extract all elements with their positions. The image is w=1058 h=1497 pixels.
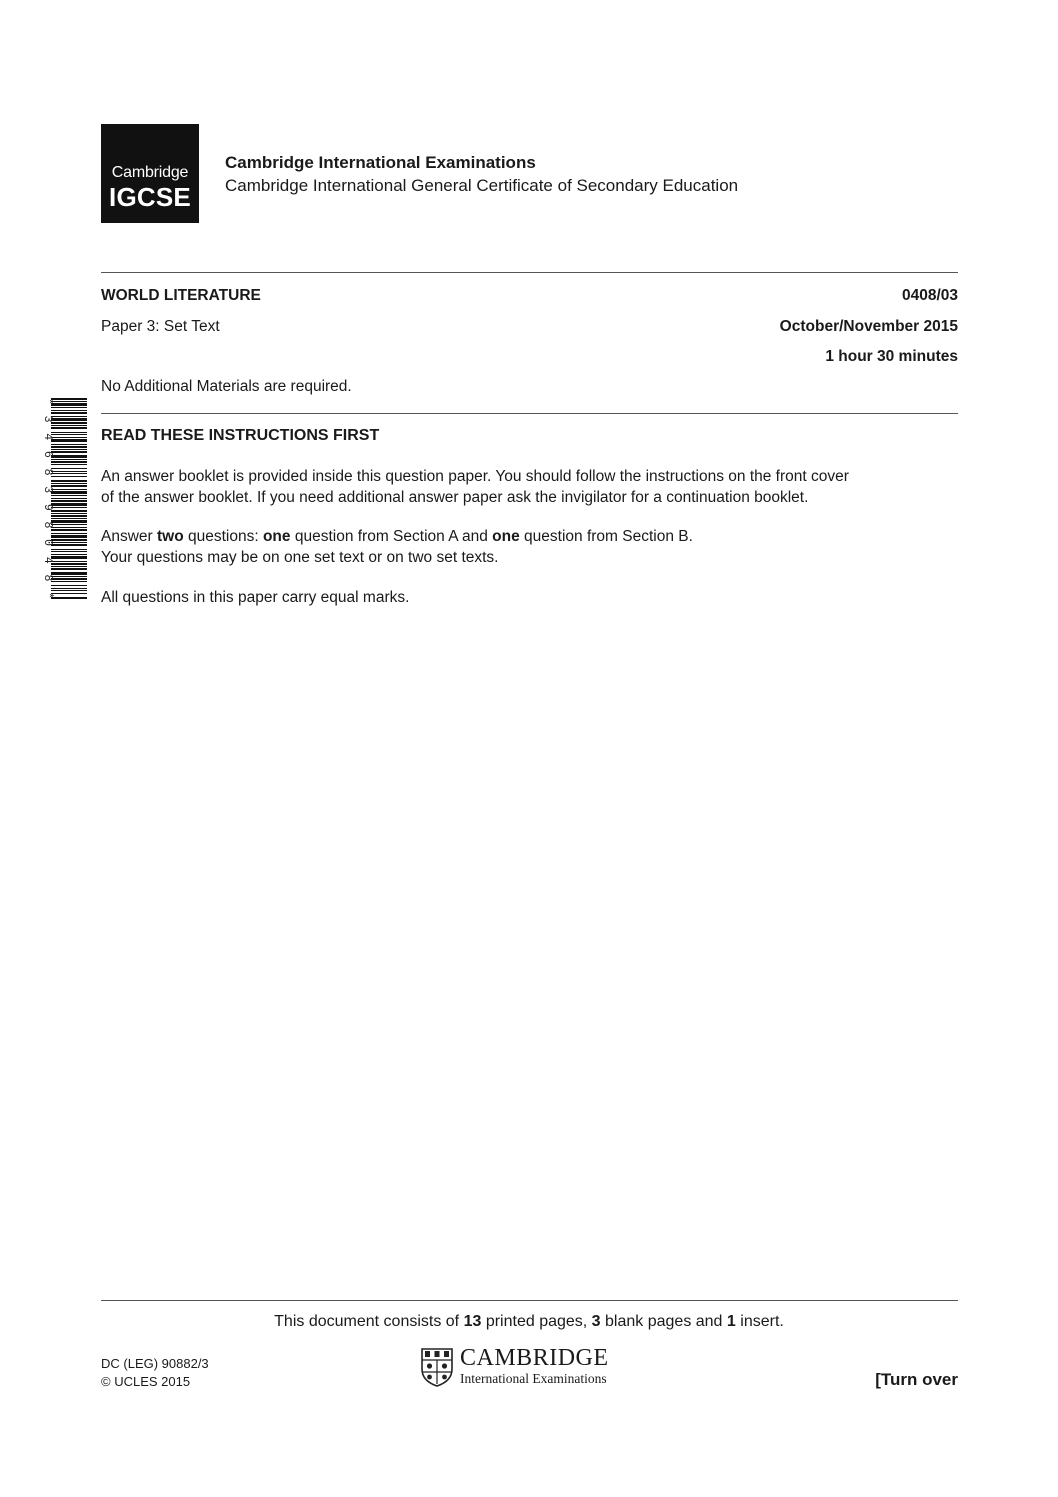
barcode-bar (51, 588, 87, 589)
instructions-divider (101, 413, 958, 414)
copyright: © UCLES 2015 (101, 1374, 191, 1389)
barcode-bar (51, 498, 87, 499)
barcode-bar (51, 539, 87, 541)
org-name: Cambridge International Examinations (225, 153, 536, 172)
publisher-name: CAMBRIDGE (460, 1345, 609, 1371)
barcode-bar (51, 471, 87, 472)
barcode-bar (51, 566, 87, 567)
text-run: printed pages, (481, 1313, 592, 1330)
barcode-bar (51, 449, 87, 450)
barcode-bar (51, 461, 87, 463)
barcode-bar (51, 459, 87, 460)
barcode-bar (51, 585, 87, 586)
barcode-bar (51, 483, 87, 484)
barcode-bar (51, 446, 87, 448)
barcode-bar (51, 412, 87, 414)
emphasis-one: one (492, 528, 520, 545)
barcode-bar (51, 410, 87, 411)
barcode-bar (51, 556, 87, 559)
barcode-bar (51, 551, 87, 552)
barcode-bar (51, 524, 87, 525)
barcode-bar (51, 455, 87, 458)
barcode-bar (51, 581, 87, 582)
barcode-bar (51, 491, 87, 494)
barcode-bar (51, 434, 87, 435)
materials-note: No Additional Materials are required. (101, 378, 352, 395)
barcode-bar (51, 425, 87, 426)
insert-count: 1 (726, 1313, 736, 1330)
barcode-bar (51, 549, 87, 550)
barcode-bar (51, 513, 87, 514)
subject-title: WORLD LITERATURE (101, 287, 261, 304)
document-reference: DC (LEG) 90882/3 (101, 1356, 209, 1371)
exam-duration: 1 hour 30 minutes (825, 348, 958, 365)
logo-line-2: IGCSE (109, 182, 191, 212)
barcode-bar (51, 578, 87, 580)
barcode-bar (51, 444, 87, 445)
barcode-bar (51, 401, 87, 402)
barcode-bar (51, 507, 87, 508)
instructions-paragraph-1-line-2: of the answer booklet. If you need additional answer paper ask the invigilator for a continuation booklet. (101, 489, 809, 506)
barcode-bar (51, 407, 87, 408)
blank-pages-count: 3 (591, 1313, 601, 1330)
text-run: questions: (183, 528, 263, 545)
emphasis-two: two (157, 528, 184, 545)
barcode-bar (51, 464, 87, 465)
barcode-bar (51, 416, 87, 417)
text-run: This document consists of (274, 1313, 464, 1330)
barcode-bar (51, 451, 87, 453)
barcode-bar (51, 535, 87, 538)
instructions-paragraph-1 (101, 466, 961, 508)
barcode-bar (51, 403, 87, 406)
barcode-bar (51, 468, 87, 469)
barcode-bar (51, 568, 87, 570)
barcode-bar (51, 437, 87, 438)
instructions-paragraph-2 (101, 526, 961, 568)
paper-code: 0408/03 (901, 287, 958, 304)
footer-divider (101, 1300, 958, 1301)
barcode-bar (51, 520, 87, 523)
barcode-bar (51, 500, 87, 502)
barcode-bar (51, 563, 87, 565)
emphasis-one: one (262, 528, 291, 545)
barcode-bar (51, 398, 87, 400)
top-divider (101, 272, 958, 273)
instructions-paragraph-2-line-2: Your questions may be on one set text or on two set texts. (101, 549, 499, 566)
barcode (41, 398, 87, 599)
barcode-bar (51, 510, 87, 512)
cambridge-crest-icon (420, 1347, 454, 1387)
barcode-bar (51, 427, 87, 429)
barcode-bar (51, 422, 87, 424)
barcode-bar (51, 576, 87, 577)
instructions-paragraph-2-line-1 (101, 526, 961, 547)
turn-over-label: [Turn over (875, 1370, 958, 1389)
barcode-bar (51, 554, 87, 555)
text-run: question from Section A and (290, 528, 493, 545)
instructions-paragraph-1-line-1: An answer booklet is provided inside this question paper. You should follow the instructions on the front cover (101, 468, 849, 485)
text-run: question from Section B. (519, 528, 693, 545)
barcode-bar (51, 480, 87, 482)
text-run: insert. (735, 1313, 784, 1330)
barcode-bar (51, 518, 87, 519)
text-run: Answer (101, 528, 157, 545)
barcode-bar (51, 590, 87, 591)
instructions-paragraph-3: All questions in this paper carry equal marks. (101, 589, 410, 606)
barcode-bar (51, 418, 87, 421)
barcode-bar (51, 529, 87, 531)
barcode-bar (51, 544, 87, 546)
barcode-bar (51, 503, 87, 506)
publisher-subtitle: International Examinations (460, 1371, 607, 1386)
barcode-bar (51, 561, 87, 562)
exam-session: October/November 2015 (779, 318, 958, 335)
barcode-bar (51, 489, 87, 490)
cambridge-igcse-logo (101, 124, 199, 223)
org-subtitle: Cambridge International General Certificate of Secondary Education (225, 176, 739, 195)
barcode-bar (51, 542, 87, 543)
barcode-bar (51, 485, 87, 487)
barcode-bar (51, 432, 87, 433)
logo-line-1: Cambridge (111, 164, 189, 181)
paper-title: Paper 3: Set Text (101, 318, 220, 335)
barcode-text: *3468398048* (41, 398, 54, 599)
document-page-count (0, 1313, 1058, 1331)
barcode-bar (51, 597, 87, 599)
text-run: blank pages and (600, 1313, 727, 1330)
instructions-heading: READ THESE INSTRUCTIONS FIRST (101, 427, 380, 444)
printed-pages-count: 13 (463, 1313, 482, 1330)
barcode-bar (51, 515, 87, 517)
barcode-bar (51, 533, 87, 534)
barcode-bar (51, 473, 87, 474)
barcode-bar (51, 593, 87, 594)
barcode-bar (51, 572, 87, 575)
barcode-bar (51, 476, 87, 477)
barcode-bar (51, 439, 87, 442)
barcode-bar (51, 495, 87, 496)
barcode-bar (51, 527, 87, 528)
